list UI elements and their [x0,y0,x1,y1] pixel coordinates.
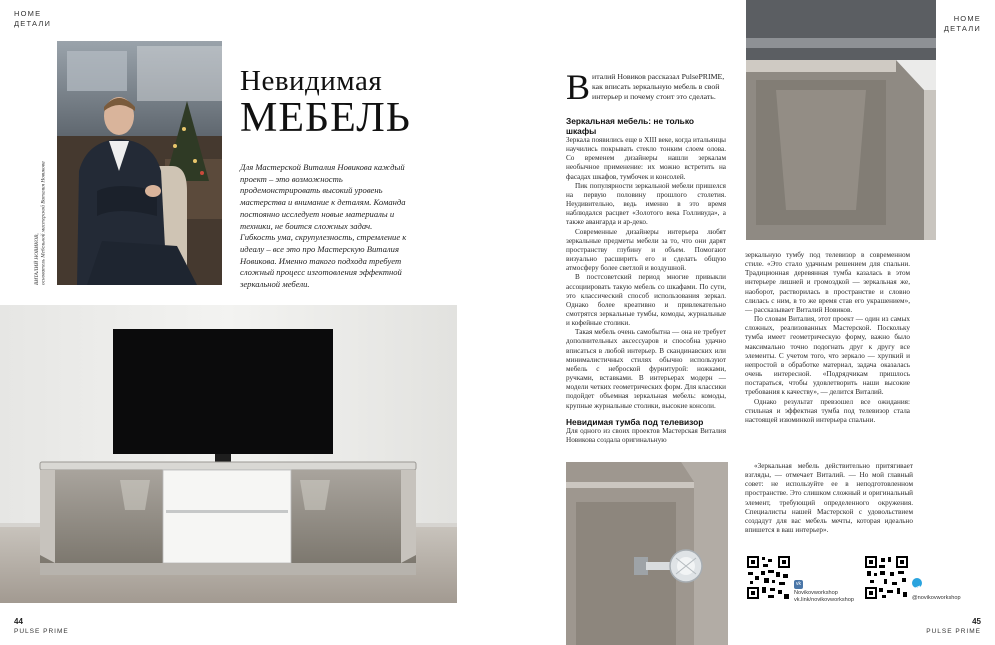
article-column-1 [566,116,726,445]
title-line-1: Невидимая [240,65,383,97]
page-number-left: 44 [14,617,23,626]
crystal-knob-photo [566,462,728,645]
page-number-right: 45 [972,617,981,626]
heading-mirror-furniture: Зеркальная мебель: не только шкафы [566,116,695,136]
section-label-right: HOME ДЕТАЛИ [943,14,981,33]
paragraph: В постсоветский период многие привыкли ассоциировать такую мебель со шкафами. По сути, это классический способ использования зеркал. Однако более креативно и привлекательно смотрятся зеркальные тумбы, комоды, журнальные и кофейные столики. [566,273,726,328]
qr-caption-vk: Novikovworkshop vk.link/novikovworkshop [794,590,855,604]
intro-paragraph: Виталий Новиков рассказал PulsePRIME, как вписать зеркальную мебель в свой интерьер и почему стоит это сделать. [566,67,725,107]
qr-caption-telegram: @novikovworkshop [912,595,961,601]
paragraph: Для одного из своих проектов Мастерская Виталия Новикова создала оригинальную [566,426,726,444]
title-line-2: МЕБЕЛЬ [240,95,411,141]
paragraph: Такая мебель очень самобытна — она не требует дополнительных аксессуаров и способна удачно вписаться в любой интерьер. В скандинавских или минималистичных стилях обычно используют мебель с неброской фурнитурой: ножками, ручками, вставками. В интерьерах модерн — модели четких геометрических форм. Для классики подойдет объемная зеркальная мебель: комоды, крупные журнальные столики, высокие консоли. [566,328,726,410]
lead-text: Для Мастерской Виталия Новикова каждый проект – это возможность продемонстрировать высокий уровень мастерства и внимание к деталям. Команда постоянно исследует новые материалы и техники, не боится сложных задач. Гибкость ума, скрупулезность, стремление к идеалу – все это про Мастерскую Виталия Новикова. Именно такого подхода требует сложный процесс изготовления эффектной зеркальной мебели. [240,162,407,290]
paragraph: Пик популярности зеркальной мебели пришелся на первую половину прошлого столетия. Неудивительно, ведь именно в это время наблюдался расцвет «Золотого века Голливуда», а также авангарда и ар-деко. [566,181,726,227]
tv-stand-photo [0,305,457,603]
heading-tv-stand: Невидимая тумба под телевизор [566,416,704,427]
magazine-name-left: PULSE PRIME [14,628,69,635]
qr-code-vk[interactable] [746,555,791,600]
article-column-2 [745,251,910,425]
portrait-photo [57,41,222,285]
paragraph: Однако результат превзошел все ожидания: стильная и эффектная тумба под телевизор стала настоящей изюминкой интерьера спальни. [745,397,910,424]
paragraph: По словам Виталия, этот проект — один из самых сложных, реализованных Мастерской. Поскольку тумба имеет геометрическую форму, важно было максимально точно подогнать друг к другу все элементы. С учетом того, что зеркало — хрупкий и непростой в обработке материал, задача оказалась очень интересной. «Подрядчикам пришлось постараться, чтобы удовлетворить наши высокие требования к качеству», — делится Виталий. [745,315,910,397]
paragraph: Современные дизайнеры интерьера любят зеркальные предметы мебели за то, что они дарят пространству глубину и объем. Помогают визуально расширить его и сделать общую атмосферу более светлой и воздушной. [566,227,726,273]
telegram-icon [912,578,922,588]
magazine-name-right: PULSE PRIME [926,628,981,635]
photo-caption: ВИТАЛИЙ НОВИКОВ, основатель Мебельной мастерской Виталия Новикова [34,161,47,285]
drop-cap: В [566,67,591,107]
section-label: HOME ДЕТАЛИ [14,9,52,28]
vk-icon: vk [796,581,801,587]
paragraph: зеркальную тумбу под телевизор в современном стиле. «Это стало удачным решением для спальни. Традиционная деревянная тумба казалась в этом интерьере лишней и громоздкой — зеркальная же, наоборот, растворилась в пространстве и словно слилась с ним, в то же время став его украшением», — рассказывает Виталий Новиков. [745,251,910,314]
paragraph: Зеркала появились еще в XIII веке, когда итальянцы научились покрывать стекло тонким слоем олова. Со временем дизайнеры нашли зеркалам необычное применение: их можно встретить на фасадах шкафов, тумбочек и консолей. [566,136,726,181]
qr-code-telegram[interactable] [864,555,909,600]
quote-block: «Зеркальная мебель действительно притягивает взгляды, — отмечает Виталий. — Но мой главный совет: не используйте ее в неподготовленном пространстве. Это слишком сложный и оригинальный элемент, требующий определенного окружения. Специалисты нашей Мастерской с удовольствием создадут для вас мебель мечты, которая идеально впишется в ваш интерьер». [745,462,913,535]
mirror-stand-detail-photo [746,0,936,240]
